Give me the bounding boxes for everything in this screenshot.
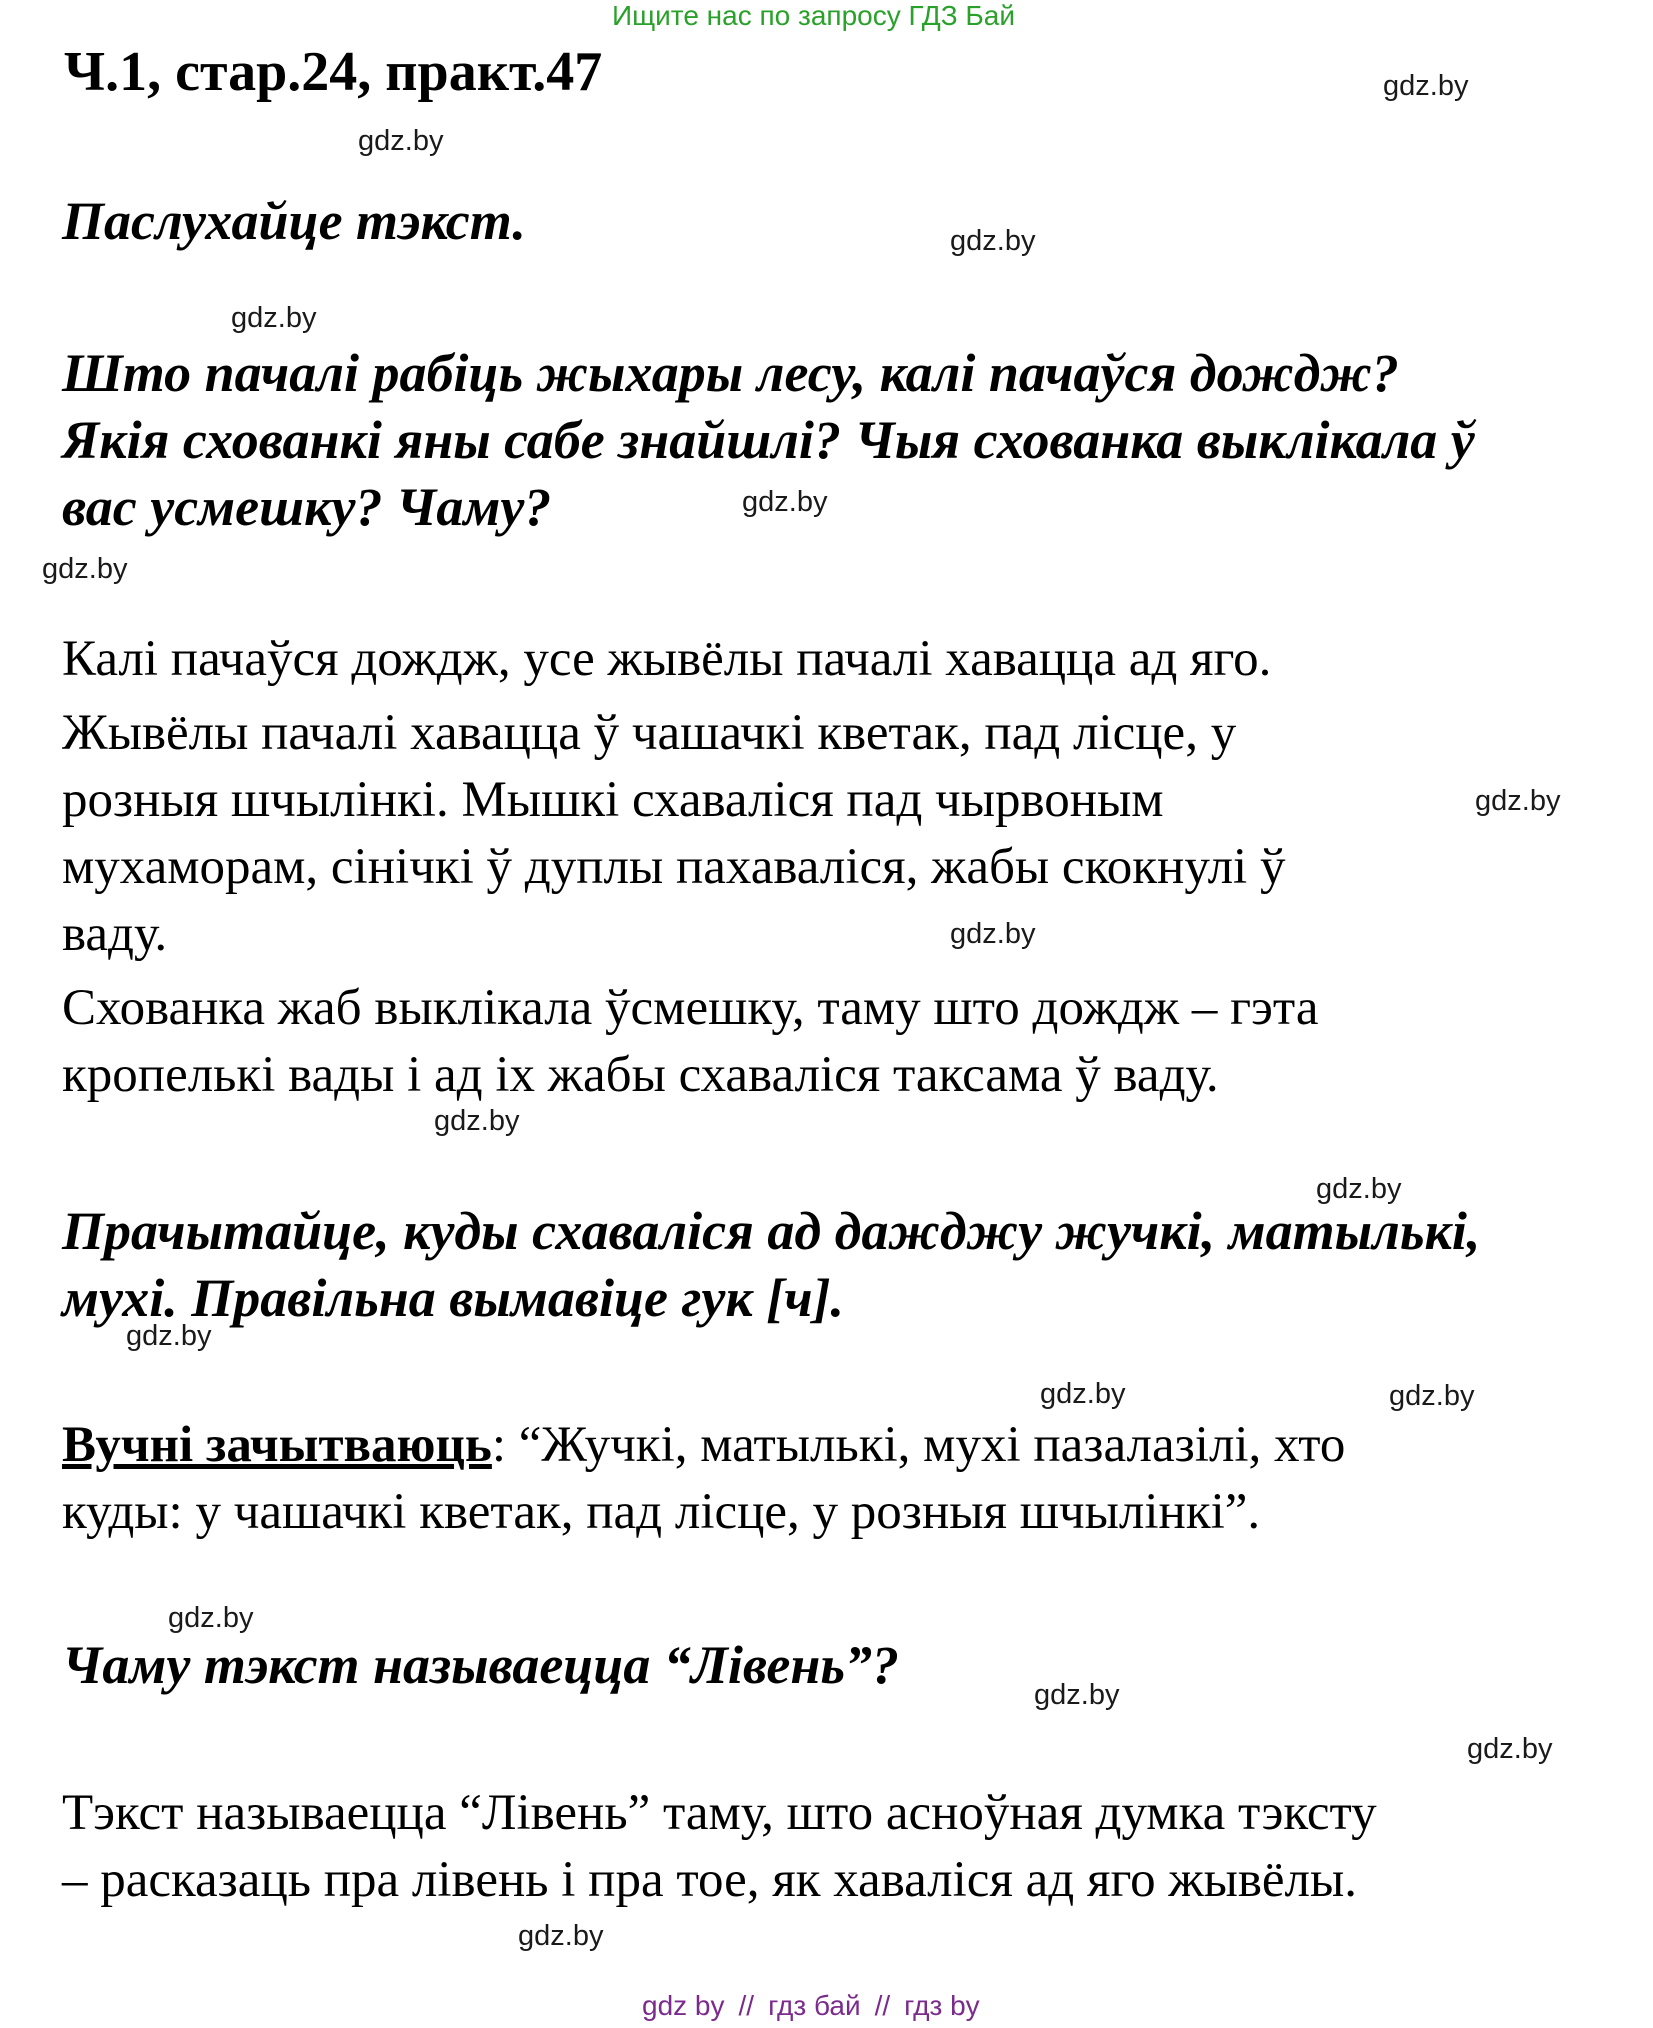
answer-2-line: розныя шчылінкі. Мышкі схаваліся пад чырвоным [62,772,1164,828]
answer-2-line: Схованка жаб выклікала ўсмешку, таму што дождж – гэта [62,980,1319,1036]
watermark: gdz.by [1475,785,1561,817]
watermark: gdz.by [168,1602,254,1634]
footer-separator: // [738,1990,755,2021]
answer-3-text: : “Жучкі, матылькі, мухі пазалазілі, хто [491,1417,1346,1473]
footer-link[interactable]: гдз бай [768,1990,861,2021]
watermark: gdz.by [1316,1173,1402,1205]
question-3-line: мухі. Правільна вымавіце гук [ч]. [62,1268,845,1328]
question-2-line: Якія схованкі яны сабе знайшлі? Чыя схованка выклікала ў [62,410,1475,470]
watermark: gdz.by [742,486,828,518]
watermark: gdz.by [1383,70,1469,102]
page-title: Ч.1, стар.24, практ.47 [64,41,603,103]
watermark: gdz.by [434,1105,520,1137]
question-1: Паслухайце тэкст. [62,191,526,251]
answer-3-line [62,1412,1345,1479]
watermark: gdz.by [518,1920,604,1952]
question-4: Чаму тэкст называецца “Лівень”? [62,1635,899,1695]
answer-3-line: куды: у чашачкі кветак, пад лісце, у розныя шчылінкі”. [62,1484,1261,1540]
top-banner: Ищите нас по запросу ГДЗ Бай [612,0,1016,31]
answer-2-line: ваду. [62,906,168,962]
footer-link[interactable]: gdz by [642,1990,725,2021]
watermark: gdz.by [1389,1380,1475,1412]
question-3-line: Прачытайце, куды схаваліся ад дажджу жучкі, матылькі, [62,1201,1481,1261]
watermark: gdz.by [950,225,1036,257]
answer-2-line: Калі пачаўся дождж, усе жывёлы пачалі хавацца ад яго. [62,631,1272,687]
answer-4-line: Тэкст называецца “Лівень” таму, што асноўная думка тэксту [62,1785,1377,1841]
watermark: gdz.by [231,302,317,334]
watermark: gdz.by [126,1320,212,1352]
watermark: gdz.by [1040,1378,1126,1410]
watermark: gdz.by [1467,1733,1553,1765]
answer-2-line: Жывёлы пачалі хавацца ў чашачкі кветак, пад лісце, у [62,705,1237,761]
footer-links [642,1990,980,2022]
footer-separator: // [874,1990,891,2021]
watermark: gdz.by [950,918,1036,950]
answer-2-line: кропелькі вады і ад іх жабы схаваліся таксама ў ваду. [62,1047,1219,1103]
question-2-line: вас усмешку? Чаму? [62,477,552,537]
watermark: gdz.by [1034,1679,1120,1711]
answer-3-label: Вучні зачытваюць [62,1417,492,1473]
watermark: gdz.by [42,553,128,585]
footer-link[interactable]: гдз by [904,1990,980,2021]
question-2-line: Што пачалі рабіць жыхары лесу, калі пачаўся дождж? [62,343,1399,403]
watermark: gdz.by [358,125,444,157]
answer-2-line: мухаморам, сінічкі ў дуплы пахаваліся, жабы скокнулі ў [62,839,1286,895]
answer-4-line: – расказаць пра лівень і пра тое, як хаваліся ад яго жывёлы. [62,1852,1358,1908]
